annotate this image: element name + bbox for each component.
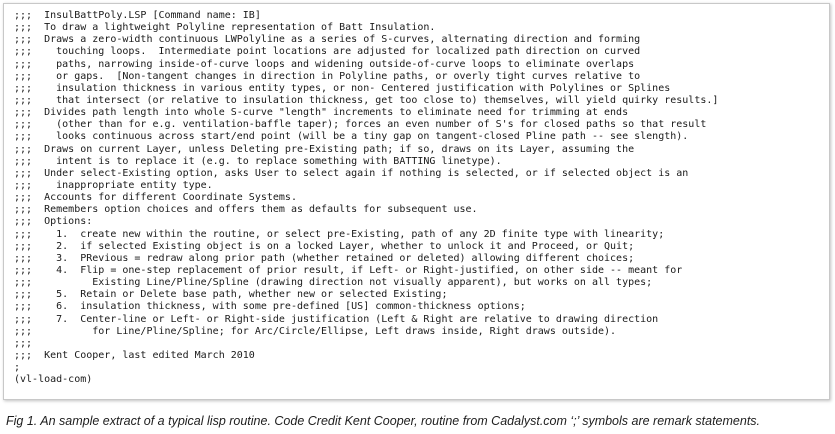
lisp-code-listing: [14, 10, 718, 386]
code-line: ;;; 5. Retain or Delete base path, whether new or selected Existing;: [14, 289, 448, 301]
code-line: ;;; Existing Line/Pline/Spline (drawing direction not visually apparent), but works on all types;: [14, 277, 653, 289]
code-line: ;;; for Line/Pline/Spline; for Arc/Circle/Ellipse, Left draws inside, Right draws outside).: [14, 325, 617, 337]
code-line: ;;; To draw a lightweight Polyline representation of Batt Insulation.: [14, 22, 436, 34]
code-line: ;;; 3. PRevious = redraw along prior path (whether retained or deleted) allowing different choices;: [14, 252, 635, 264]
code-line: ;;; 6. insulation thickness, with some pre-defined [US] common-thickness options;: [14, 301, 526, 313]
code-line: ;;; Draws on current Layer, unless Deleting pre-Existing path; if so, draws on its Layer, assuming the: [14, 143, 635, 155]
code-listing-frame: [3, 3, 830, 400]
code-line: ;;; paths, narrowing inside-of-curve loops and widening outside-of-curve loops to eliminate overlaps: [14, 58, 635, 70]
code-line: ;;; Remembers option choices and offers them as defaults for subsequent use.: [14, 204, 478, 216]
code-line: ;;; that intersect (or relative to insulation thickness, get too close to) themselves, will yield quirky results.]: [14, 94, 719, 106]
code-line: ;;; Options:: [14, 216, 93, 228]
code-line: ;;; (other than for e.g. ventilation-baffle taper); forces an even number of S's for closed paths so that result: [14, 119, 707, 131]
code-line: ;;; 2. if selected Existing object is on a locked Layer, whether to unlock it and Proceed, or Quit;: [14, 240, 635, 252]
code-line: ;;; looks continuous across start/end point (will be a tiny gap on tangent-closed Pline path -- see slength).: [14, 131, 689, 143]
code-line: ;;; Draws a zero-width continuous LWPolyline as a series of S-curves, alternating direction and forming: [14, 34, 641, 46]
code-line: ;;; InsulBattPoly.LSP [Command name: IB]: [14, 10, 261, 21]
code-line: (vl-load-com): [14, 374, 93, 386]
code-line: ;;; Divides path length into whole S-curve "length" increments to eliminate need for trimming at ends: [14, 107, 629, 119]
code-line: ;;; Under select-Existing option, asks User to select again if nothing is selected, or if selected object is an: [14, 167, 689, 179]
code-line: ;;;: [14, 337, 33, 349]
code-line: ;;; inappropriate entity type.: [14, 179, 213, 191]
figure-caption: Fig 1. An sample extract of a typical lisp routine. Code Credit Kent Cooper, routine from Cadalyst.com ‘;’ symbols are remark statements.: [6, 414, 761, 428]
code-line: ;;; 7. Center-line or Left- or Right-side justification (Left & Right are relative to drawing direction: [14, 313, 659, 325]
code-line: ;: [14, 362, 21, 374]
code-line: ;;; insulation thickness in various entity types, or non- Centered justification with Polylines or Splines: [14, 82, 671, 94]
code-line: ;;; 4. Flip = one-step replacement of prior result, if Left- or Right-justified, on other side -- meant for: [14, 264, 683, 276]
code-line: ;;; Accounts for different Coordinate Systems.: [14, 192, 297, 204]
code-line: ;;; or gaps. [Non-tangent changes in direction in Polyline paths, or overly tight curves relative to: [14, 70, 641, 82]
code-line: ;;; 1. create new within the routine, or select pre-Existing, path of any 2D finite type with linearity;: [14, 228, 665, 240]
code-line: ;;; intent is to replace it (e.g. to replace something with BATTING linetype).: [14, 155, 502, 167]
code-line: ;;; Kent Cooper, last edited March 2010: [14, 349, 255, 361]
code-line: ;;; touching loops. Intermediate point locations are adjusted for localized path direction on curved: [14, 46, 641, 58]
